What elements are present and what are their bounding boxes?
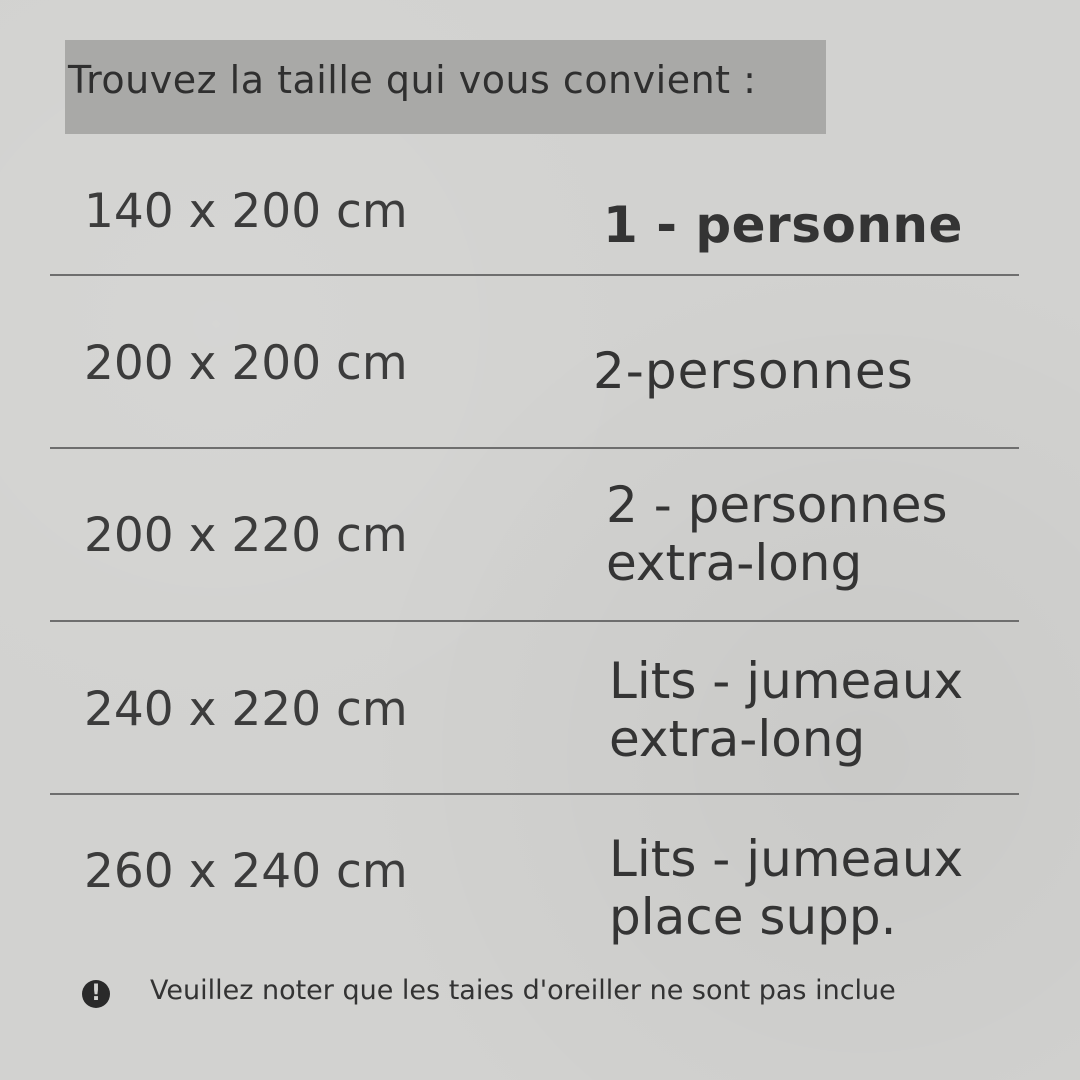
size-label-2: [593, 342, 914, 400]
pillowcase-note: Veuillez noter que les taies d'oreiller ne sont pas inclue: [150, 975, 896, 1006]
size-dimension-3: 200 x 220 cm: [84, 508, 408, 563]
row-divider: [50, 793, 1019, 795]
size-label-line: 2-personnes: [593, 342, 914, 400]
page-title: Trouvez la taille qui vous convient :: [68, 58, 757, 102]
size-label-line: place supp.: [609, 888, 897, 946]
size-label-line: Lits - jumeaux: [609, 830, 964, 888]
exclamation-circle-icon: !: [82, 980, 110, 1008]
size-label-1: [603, 196, 963, 254]
size-label-line: 1 - personne: [603, 196, 963, 254]
size-dimension-1: 140 x 200 cm: [84, 184, 408, 239]
size-label-4: [609, 652, 963, 768]
row-divider: [50, 620, 1019, 622]
size-label-line: extra-long: [609, 710, 866, 768]
size-label-line: 2 - personnes: [606, 476, 948, 534]
size-dimension-4: 240 x 220 cm: [84, 682, 408, 737]
row-divider: [50, 274, 1019, 276]
size-label-line: Lits - jumeaux: [609, 652, 964, 710]
size-label-5: [609, 830, 963, 946]
size-label-line: extra-long: [606, 534, 863, 592]
size-dimension-5: 260 x 240 cm: [84, 844, 408, 899]
size-dimension-2: 200 x 200 cm: [84, 336, 408, 391]
size-label-3: [606, 476, 948, 592]
row-divider: [50, 447, 1019, 449]
